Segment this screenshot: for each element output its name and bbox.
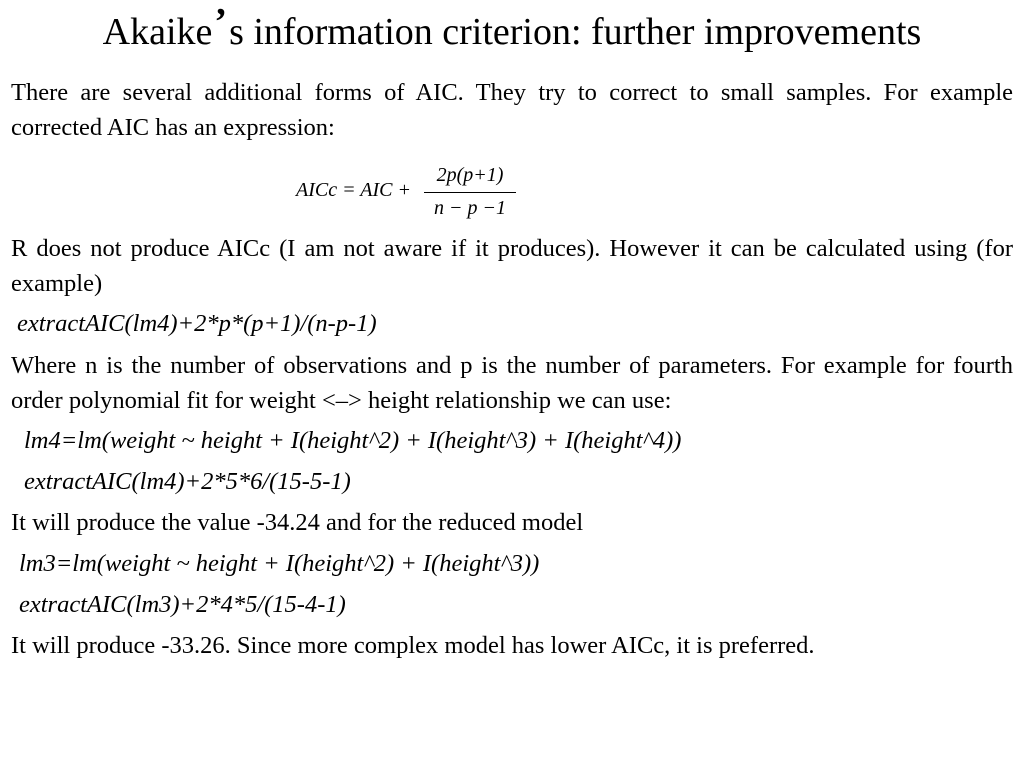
where-paragraph: Where n is the number of observations and p is the number of parameters. For example for fourth order polynomial fit for weight <–> height relationship we can use: (11, 352, 1013, 414)
title-part-1: Akaike (102, 11, 213, 53)
intro-paragraph: There are several additional forms of AIC. They try to correct to small samples. For example corrected AIC has an expression: (11, 79, 1013, 141)
fraction-bar (424, 192, 516, 193)
code-line-lm3: lm3=lm(weight ~ height + I(height^2) + I(height^3)) (19, 550, 540, 577)
r-note-paragraph: R does not produce AICc (I am not aware if it produces). However it can be calculated using (for example) (11, 235, 1013, 297)
code-line-lm4: lm4=lm(weight ~ height + I(height^2) + I(height^3) + I(height^4)) (24, 427, 682, 454)
code-line-aicc-lm3: extractAIC(lm3)+2*4*5/(15-4-1) (19, 591, 346, 618)
result-2-paragraph: It will produce -33.26. Since more complex model has lower AICc, it is preferred. (11, 632, 815, 659)
result-1-paragraph: It will produce the value -34.24 and for the reduced model (11, 509, 584, 536)
code-line-aicc-lm4: extractAIC(lm4)+2*5*6/(15-5-1) (24, 468, 351, 495)
title-part-2: s information criterion: further improvements (229, 11, 922, 53)
slide-title (0, 1, 1024, 54)
code-line-aicc-general: extractAIC(lm4)+2*p*(p+1)/(n-p-1) (17, 310, 377, 337)
formula-lhs: AICc = AIC + (296, 179, 411, 201)
formula-denominator: n − p −1 (434, 197, 506, 219)
title-apostrophe: ’ (214, 1, 228, 43)
formula-numerator: 2p(p+1) (436, 164, 504, 186)
